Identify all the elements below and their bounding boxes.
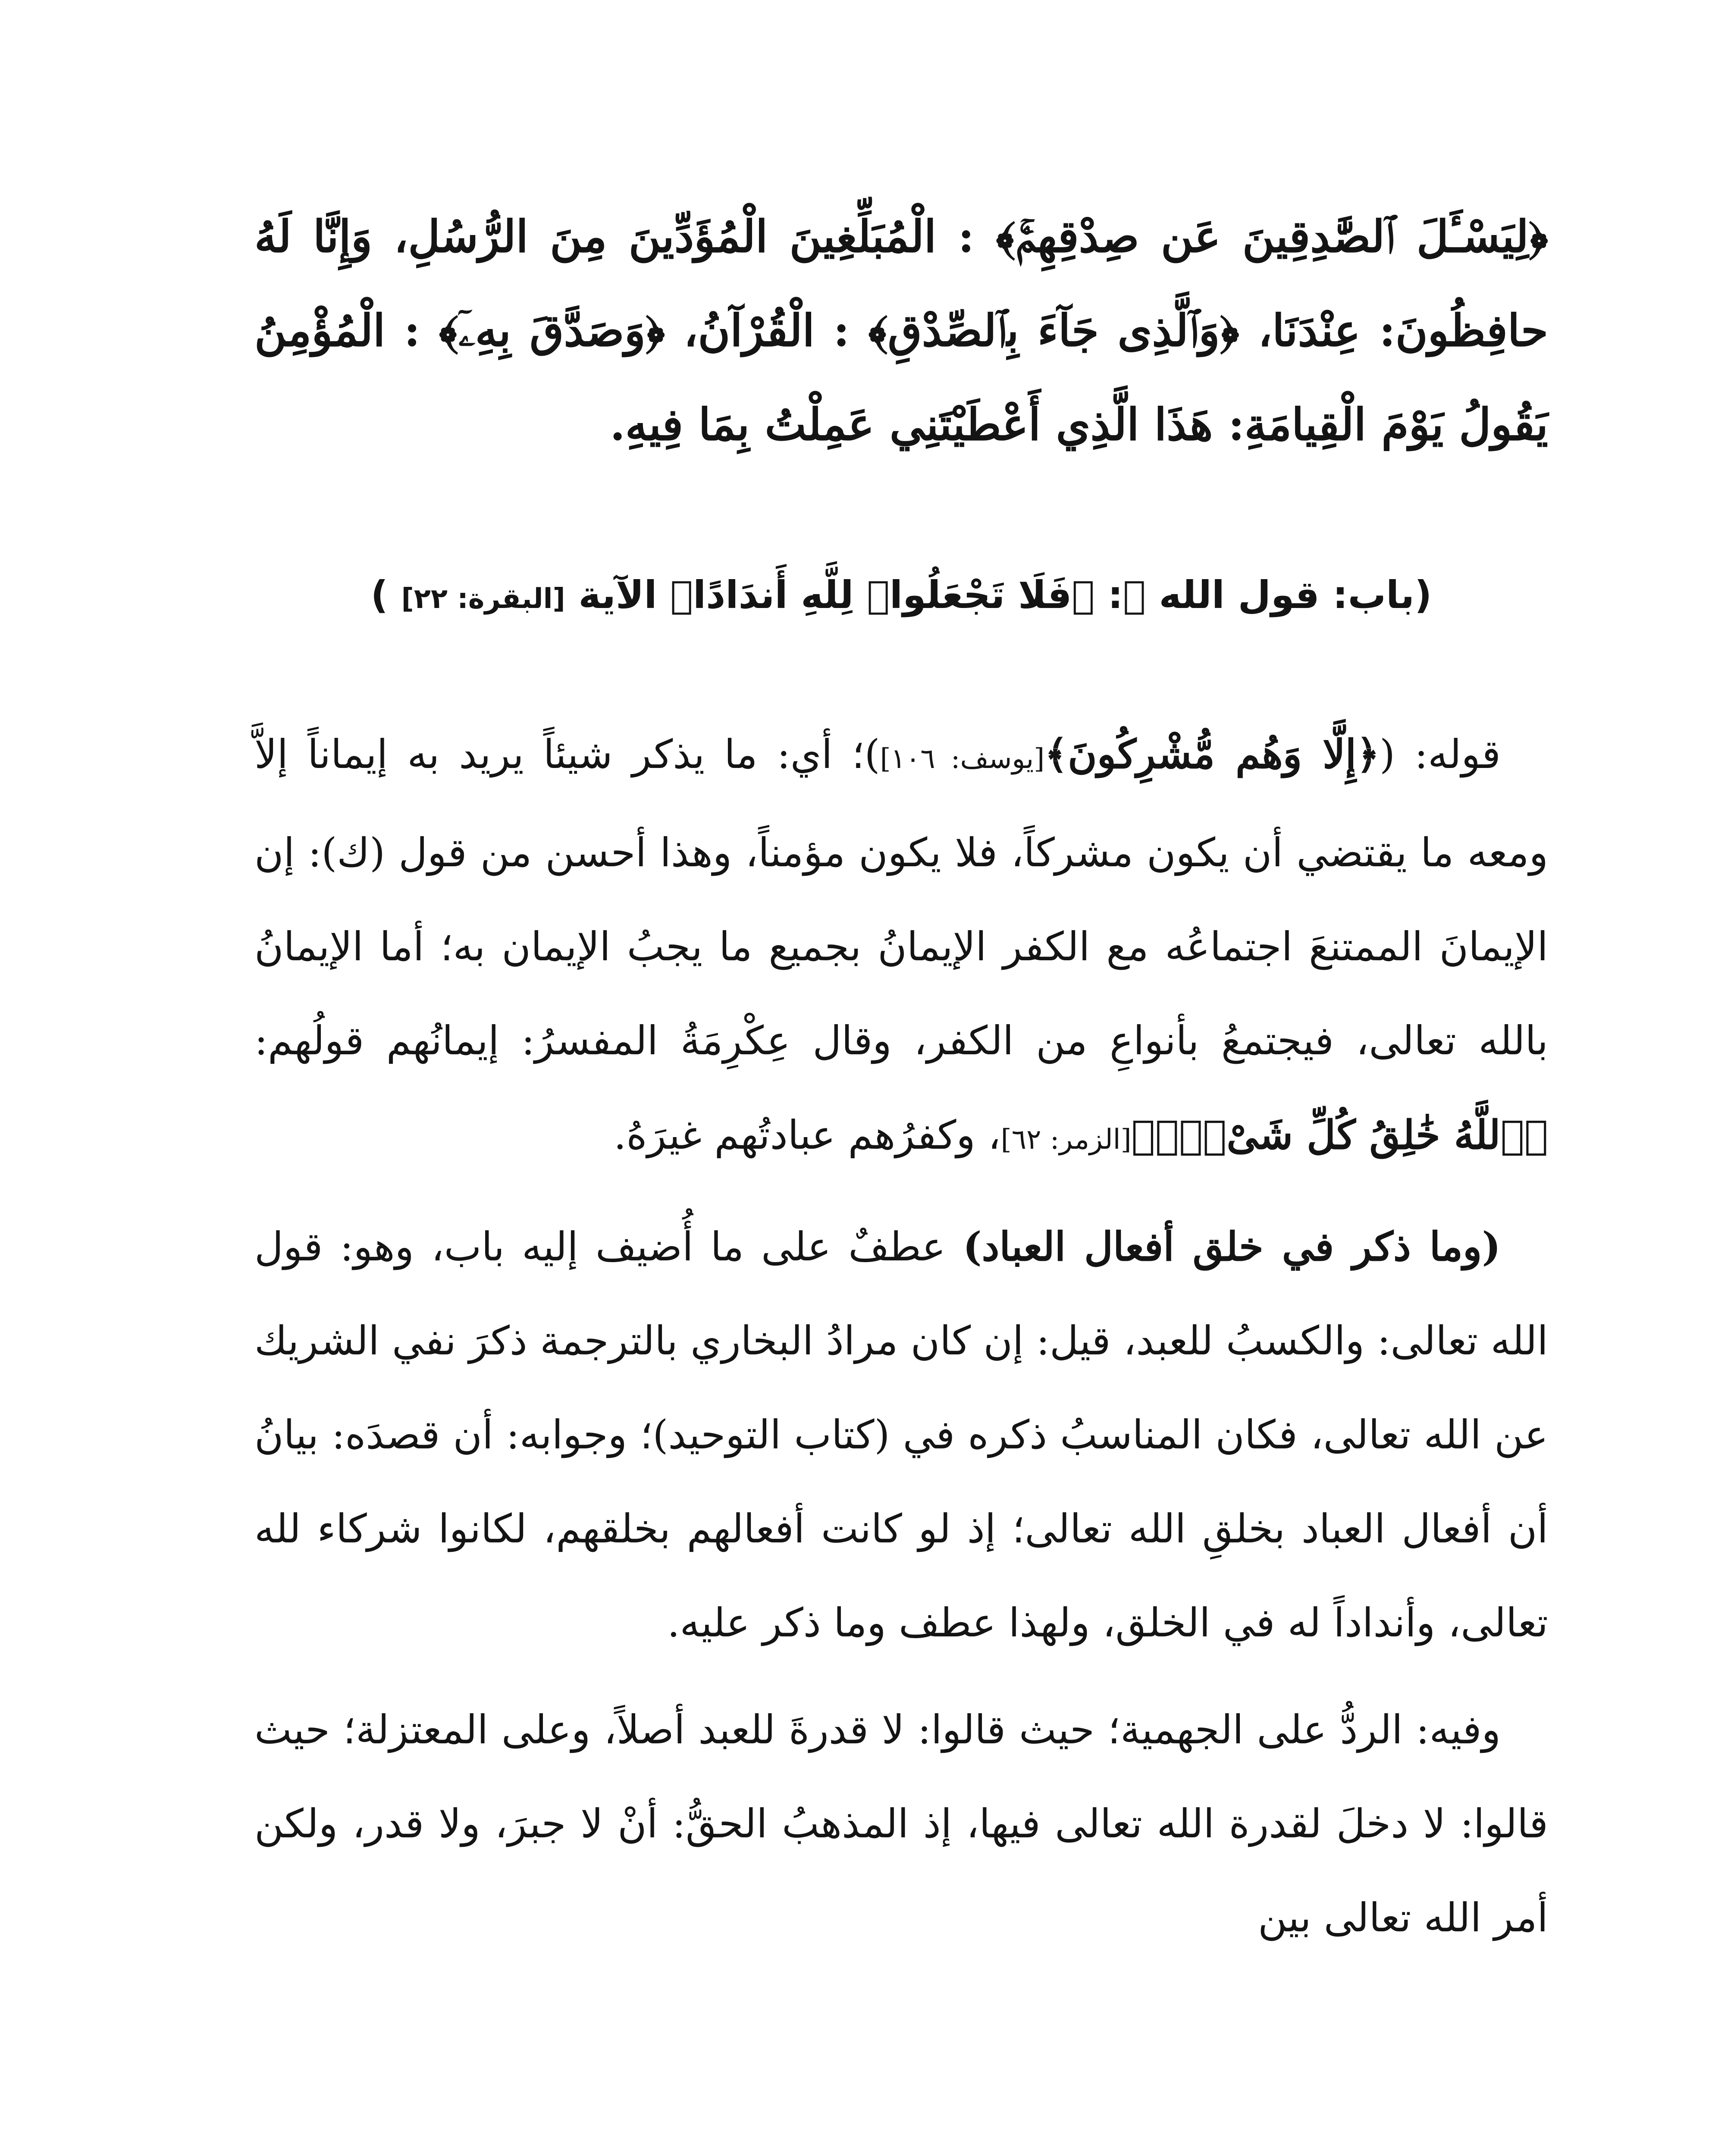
paragraph-text: )؛ أي: ما يذكر شيئاً يريد به إيماناً إلاَّ ومعه ما يقتضي أن يكون مشركاً، فلا يكون مؤمناً، وهذا أحسن من قول (ك): إن الإيمانَ الممتنعَ اجتماعُه مع الكفر الإيمانُ بجميع ما يجبُ الإيمان به؛ أما الإيمانُ بالله تعالى، فيجتمعُ بأنواعِ من الكفر، وقال عِكْرِمَةُ المفسرُ: إيمانُهم قولُهم:	[254, 731, 1548, 1064]
paragraph-text: وفيه: الردُّ على الجهمية؛ حيث قالوا: لا قدرةَ للعبد أصلاً، وعلى المعتزلة؛ حيث قالوا: لا دخلَ لقدرة الله تعالى فيها، إذ المذهبُ الحقُّ: أنْ لا جبرَ، ولا قدر، ولكن أمر الله تعالى بين	[254, 1707, 1548, 1941]
paragraph-lead: قوله: (	[1380, 731, 1501, 777]
commentary-text: : الْمُبَلِّغِينَ الْمُؤَدِّينَ مِنَ الرُّسُلِ، وَإِنَّا لَهُ حافِظُونَ: عِنْدَنَا،	[254, 211, 1549, 357]
body-text	[254, 707, 1548, 1978]
paragraph-bold-lead: (وما ذكر في خلق أفعال العباد)	[963, 1223, 1501, 1270]
paragraph	[254, 1200, 1548, 1670]
paragraph-text: ، وكفرُهم عبادتُهم غيرَهُ.	[614, 1112, 1001, 1158]
verse-reference: [الزمر: ٦٢]	[1000, 1124, 1132, 1156]
verse-reference: [يوسف: ١٠٦]	[880, 743, 1045, 775]
paragraph-text: عطفٌ على ما أُضيف إليه باب، وهو: قول الله تعالى: والكسبُ للعبد، قيل: إن كان مرادُ البخاري بالترجمة ذكرَ نفي الشريك عن الله تعالى، فكان المناسبُ ذكره في (كتاب التوحيد)؛ وجوابه: أن قصدَه: بيانُ أن أفعال العباد بخلقِ الله تعالى؛ إذ لو كانت أفعالهم بخلقهم، لكانوا شركاء لله تعالى، وأنداداً له في الخلق، ولهذا عطف وما ذكر عليه.	[254, 1224, 1548, 1646]
quran-quote: ﴿ٱللَّهُ خَٰلِقُ كُلِّ شَىْءٍۖ﴾	[1131, 1112, 1548, 1158]
quran-quote: ﴿وَصَدَّقَ بِهِۦٓ﴾	[439, 305, 665, 357]
paragraph	[254, 1683, 1548, 1965]
chapter-heading-after: الآية	[565, 573, 657, 617]
chapter-heading-close: )	[370, 573, 388, 617]
top-paragraph	[254, 190, 1548, 472]
chapter-heading-open: (باب: قول الله ﷻ:	[1094, 573, 1432, 617]
quran-quote: ﴿وَٱلَّذِى جَآءَ بِٱلصِّدْقِ﴾	[868, 305, 1239, 357]
chapter-heading-reference: [البقرة: ٢٢]	[401, 583, 565, 615]
commentary-text: : الْمُؤْمِنُ يَقُولُ يَوْمَ الْقِيامَةِ: هَذَا الَّذِي أَعْطَيْتَنِي عَمِلْتُ بِمَا فِيهِ.	[254, 305, 1548, 451]
chapter-heading	[254, 561, 1548, 633]
commentary-text: : الْقُرْآنُ،	[665, 305, 850, 357]
paragraph	[254, 707, 1548, 1187]
quran-quote: ﴿إِلَّا وَهُم مُّشْرِكُونَ﴾	[1044, 731, 1380, 777]
chapter-heading-quran: ﴿فَلَا تَجْعَلُوا۟ لِلَّهِ أَندَادًا﴾	[670, 573, 1095, 617]
quran-quote: ﴿لِيَسْـَٔلَ ٱلصَّٰدِقِينَ عَن صِدْقِهِمْۚ﴾	[996, 211, 1549, 263]
